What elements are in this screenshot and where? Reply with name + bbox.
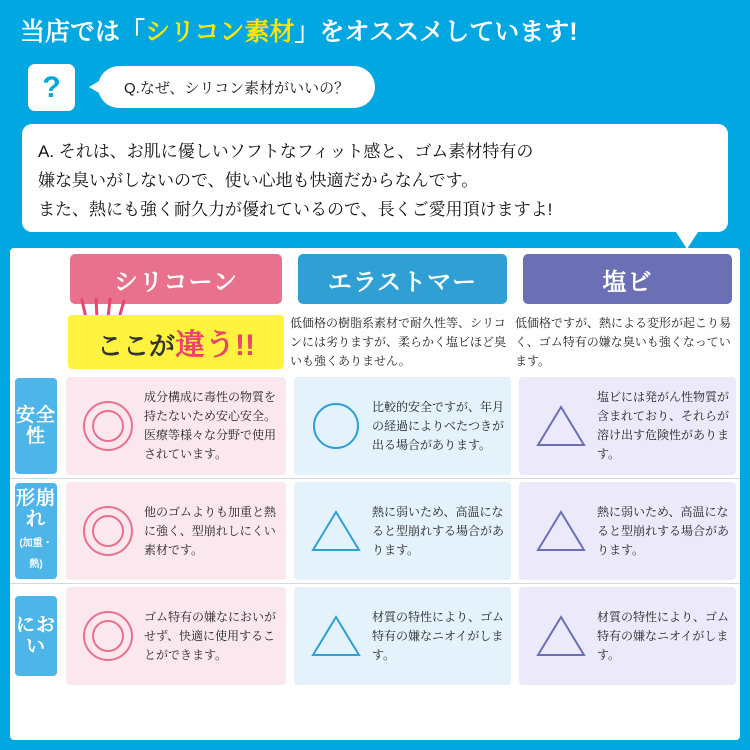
double-circle-icon — [72, 504, 144, 558]
header-label-elastomer: エラストマー — [298, 254, 507, 304]
table-row — [10, 584, 740, 689]
headline-part-1: 当店では「 — [20, 18, 146, 46]
cell-text: ゴム特有の嫌なにおいがせず、快適に使用することができます。 — [144, 609, 277, 662]
intro-text-pvc: 低価格ですが、熱による変形が起こり易く、ゴム特有の嫌な臭いも強くなっています。 — [515, 310, 740, 374]
cell-text: 比較的安全ですが、年月の経過によりべたつきが出る場合があります。 — [372, 399, 505, 452]
headline-part-3: 」をオススメしています! — [294, 18, 578, 46]
cell-safety-pvc — [515, 374, 740, 479]
cell-safety-silicone — [62, 374, 290, 479]
triangle-icon — [300, 506, 372, 556]
row-label-safety-box — [15, 378, 57, 474]
intro-corner-cell — [10, 310, 62, 374]
triangle-icon — [525, 611, 597, 661]
answer-line-2: 嫌な臭いがしないので、使い心地も快適だからなんです。 — [38, 171, 479, 190]
intro-text-elastomer: 低価格の樹脂系素材で耐久性等、シリコンには劣りますが、柔らかく塩ビほど臭いも強くありません。 — [290, 310, 515, 374]
circle-icon — [300, 399, 372, 453]
table-row — [10, 479, 740, 584]
cell-text: 材質の特性により、ゴム特有の嫌なニオイがします。 — [597, 609, 730, 662]
comparison-table — [10, 248, 740, 688]
page-title — [20, 12, 732, 48]
answer-line-3: また、熱にも強く耐久力が優れているので、長くご愛用頂けますよ! — [38, 200, 553, 219]
cell-text: 熱に弱いため、高温になると型崩れする場合があります。 — [597, 504, 730, 557]
cell-safety-elastomer — [290, 374, 515, 479]
header-cell-pvc — [515, 248, 740, 310]
question-row — [28, 64, 728, 112]
cell-deformation-elastomer — [290, 479, 515, 584]
row-label-safety-text: 安全性 — [15, 405, 56, 447]
cell-odor-pvc — [515, 584, 740, 689]
answer-bubble — [22, 124, 728, 232]
triangle-icon — [525, 401, 597, 451]
cell-deformation-pvc — [515, 479, 740, 584]
comparison-table-card — [10, 248, 740, 740]
header-cell-elastomer — [290, 248, 515, 310]
triangle-icon — [300, 611, 372, 661]
callout-cell — [62, 310, 290, 374]
cell-odor-silicone — [62, 584, 290, 689]
row-label-deformation-box — [15, 483, 57, 579]
row-label-safety — [10, 374, 62, 479]
row-label-deformation-sub: (加重・熱) — [19, 537, 53, 570]
header-label-pvc: 塩ビ — [523, 254, 732, 304]
cell-text: 成分構成に毒性の物質を持たないため安心安全。医療等様々な分野で使用されています。 — [144, 390, 277, 461]
triangle-icon — [525, 506, 597, 556]
callout-text-accent: 違う!! — [175, 329, 255, 362]
callout-text-main: ここが — [97, 331, 176, 361]
cell-text: 材質の特性により、ゴム特有の嫌なニオイがします。 — [372, 609, 505, 662]
cell-deformation-silicone — [62, 479, 290, 584]
question-bubble: Q.なぜ、シリコン素材がいいの？ — [98, 66, 375, 108]
row-label-odor-text: におい — [15, 615, 56, 657]
corner-cell — [10, 248, 62, 310]
row-label-odor-box — [15, 596, 57, 676]
cell-text: 熱に弱いため、高温になると型崩れする場合があります。 — [372, 504, 505, 557]
callout-text — [97, 320, 255, 364]
row-label-odor — [10, 584, 62, 689]
double-circle-icon — [72, 609, 144, 663]
answer-line-1: A. それは、お肌に優しいソフトなフィット感と、ゴム素材特有の — [38, 142, 534, 161]
headline-part-accent: シリコン素材 — [145, 18, 295, 46]
row-label-deformation-text: 形崩れ — [15, 487, 56, 530]
cell-text: 塩ビには発がん性物質が含まれており、それらが溶け出す危険性があります。 — [597, 390, 730, 461]
question-mark-icon: ? — [28, 64, 75, 111]
cell-text: 他のゴムよりも加重と熱に強く、型崩れしにくい素材です。 — [144, 504, 277, 557]
table-intro-row — [10, 310, 740, 374]
header-label-silicone: シリコーン — [70, 254, 282, 304]
callout-badge — [68, 315, 284, 369]
cell-odor-elastomer — [290, 584, 515, 689]
table-row — [10, 374, 740, 479]
double-circle-icon — [72, 399, 144, 453]
answer-bubble-tail — [676, 232, 698, 249]
row-label-deformation — [10, 479, 62, 584]
